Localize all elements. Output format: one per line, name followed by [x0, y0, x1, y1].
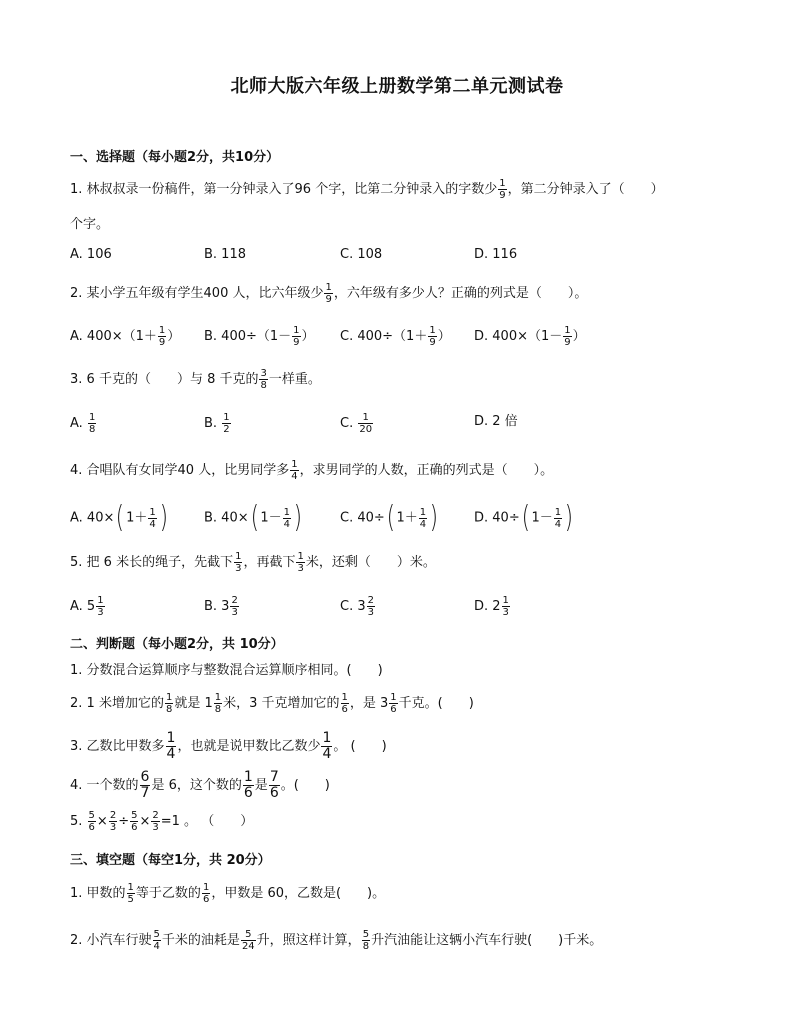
fraction: $\frac{2}{3}$ [109, 810, 117, 833]
question-2-5: 5. $\frac{5}{6}$ × $\frac{2}{3}$ ÷ $\frac{5}{6}$ × $\frac{2}{3}$ =1 。 （ ） [70, 810, 254, 833]
question-1-1-cont: 个字。 [70, 217, 110, 232]
fraction: $\frac{1}{6}$ [341, 692, 348, 715]
fraction: $\frac{1}{4}$ [149, 506, 156, 530]
page-title: 北师大版六年级上册数学第二单元测试卷 [230, 76, 564, 97]
fraction: $\frac{1}{4}$ [419, 506, 427, 530]
fraction: $\frac{1}{9}$ [293, 325, 300, 348]
fraction: $\frac{1}{6}$ [243, 769, 253, 801]
option-a: A. 400×（1＋ $\frac{1}{9}$ ） [70, 325, 181, 348]
fraction: $\frac{1}{20}$ [359, 412, 373, 435]
fraction: $\frac{2}{3}$ [152, 810, 159, 833]
option-a: A. 5 $\frac{1}{3}$ [70, 595, 104, 618]
question-2-2: 2. 1 米增加它的 $\frac{1}{8}$ 就是 1 $\frac{1}{8}$ 米，3 千克增加它的 $\frac{1}{6}$ ，是 3 $\frac{1}{6}$ 千克。( ) [70, 692, 474, 715]
fraction: $\frac{2}{3}$ [367, 595, 374, 618]
section-heading-fill: 三、填空题（每空1分，共 20分） [70, 853, 271, 868]
fraction: $\frac{1}{3}$ [297, 551, 304, 574]
option-d: D. 2 $\frac{1}{3}$ [474, 595, 509, 618]
fraction: $\frac{5}{6}$ [131, 810, 138, 833]
fraction: $\frac{1}{3}$ [97, 595, 104, 618]
fraction: $\frac{5}{6}$ [88, 810, 95, 833]
question-1-1: 1. 林叔叔录一份稿件，第一分钟录入了96 个字，比第二分钟录入的字数少 $\frac{1}{9}$ ，第二分钟录入了（ ） [70, 178, 664, 201]
option-c: C. $\frac{1}{20}$ [340, 412, 373, 435]
option-b: B. 118 [204, 247, 246, 262]
question-3-2: 2. 小汽车行驶 $\frac{5}{4}$ 千米的油耗是 $\frac{5}{24}$ 升，照这样计算， $\frac{5}{8}$ 升汽油能让这辆小汽车行驶( )千米。 [70, 929, 603, 952]
fraction: $\frac{7}{6}$ [269, 769, 279, 801]
fraction: $\frac{1}{6}$ [202, 882, 210, 905]
question-1-4: 4. 合唱队有女同学40 人，比男同学多 $\frac{1}{4}$ ，求男同学的人数，正确的列式是（ ）。 [70, 459, 554, 482]
fraction: $\frac{1}{8}$ [165, 692, 173, 715]
option-b: B. $\frac{1}{2}$ [204, 412, 230, 435]
fraction: $\frac{1}{8}$ [214, 692, 222, 715]
question-3-1: 1. 甲数的 $\frac{1}{5}$ 等于乙数的 $\frac{1}{6}$ ，甲数是 60，乙数是( )。 [70, 882, 386, 905]
fraction: $\frac{5}{4}$ [153, 929, 160, 952]
fraction: $\frac{1}{6}$ [390, 692, 397, 715]
section-heading-choice: 一、选择题（每小题2分，共10分） [70, 150, 280, 165]
option-a: A. $\frac{1}{8}$ [70, 412, 96, 435]
fraction: $\frac{3}{8}$ [260, 368, 267, 391]
fraction: $\frac{1}{8}$ [88, 412, 96, 435]
fraction: $\frac{5}{8}$ [362, 929, 370, 952]
option-c: C. 400÷（1＋ $\frac{1}{9}$ ） [340, 325, 451, 348]
option-d: D. 400×（1－ $\frac{1}{9}$ ） [474, 325, 586, 348]
fraction: $\frac{1}{4}$ [166, 730, 176, 762]
option-d: D. 116 [474, 247, 518, 262]
question-1-2: 2. 某小学五年级有学生400 人，比六年级少 $\frac{1}{9}$ ，六年级有多少人？正确的列式是（ ）。 [70, 282, 588, 305]
fraction: $\frac{1}{4}$ [283, 506, 290, 530]
fraction: $\frac{1}{4}$ [322, 730, 332, 762]
option-b: B. 3 $\frac{2}{3}$ [204, 595, 238, 618]
fraction: $\frac{1}{2}$ [223, 412, 230, 435]
fraction: $\frac{2}{3}$ [231, 595, 238, 618]
fraction: $\frac{1}{3}$ [502, 595, 509, 618]
option-c: C. 40÷( 1＋ $\frac{1}{4}$ ) [340, 500, 439, 535]
fraction: $\frac{6}{7}$ [140, 769, 150, 801]
option-c: C. 108 [340, 247, 383, 262]
fraction: $\frac{1}{9}$ [325, 282, 332, 305]
question-2-3: 3. 乙数比甲数多 $\frac{1}{4}$ ，也就是说甲数比乙数少 $\frac{1}{4}$ 。 ( ) [70, 730, 387, 762]
option-b: B. 40×( 1－ $\frac{1}{4}$ ) [204, 500, 302, 535]
question-2-4: 4. 一个数的 $\frac{6}{7}$ 是 6，这个数的 $\frac{1}{6}$ 是 $\frac{7}{6}$ 。( ) [70, 769, 330, 801]
option-a: A. 40×( 1＋ $\frac{1}{4}$ ) [70, 500, 168, 535]
fraction: $\frac{5}{24}$ [241, 929, 255, 952]
option-b: B. 400÷（1－ $\frac{1}{9}$ ） [204, 325, 315, 348]
question-1-5: 5. 把 6 米长的绳子，先截下 $\frac{1}{3}$ ，再截下 $\frac{1}{3}$ 米，还剩（ ）米。 [70, 551, 436, 574]
fraction: $\frac{1}{5}$ [127, 882, 134, 905]
option-c: C. 3 $\frac{2}{3}$ [340, 595, 374, 618]
fraction: $\frac{1}{4}$ [291, 459, 298, 482]
fraction: $\frac{1}{9}$ [499, 178, 506, 201]
fraction: $\frac{1}{9}$ [429, 325, 436, 348]
fraction: $\frac{1}{3}$ [235, 551, 242, 574]
fraction: $\frac{1}{4}$ [554, 506, 562, 530]
option-a: A. 106 [70, 247, 112, 262]
fraction: $\frac{1}{9}$ [564, 325, 571, 348]
fraction: $\frac{1}{9}$ [158, 325, 166, 348]
section-heading-judge: 二、判断题（每小题2分，共 10分） [70, 637, 284, 652]
option-d: D. 2 倍 [474, 414, 518, 429]
option-d: D. 40÷( 1－ $\frac{1}{4}$ ) [474, 500, 574, 535]
question-1-3: 3. 6 千克的（ ）与 8 千克的 $\frac{3}{8}$ 一样重。 [70, 368, 321, 391]
question-2-1: 1. 分数混合运算顺序与整数混合运算顺序相同。( ) [70, 663, 383, 678]
